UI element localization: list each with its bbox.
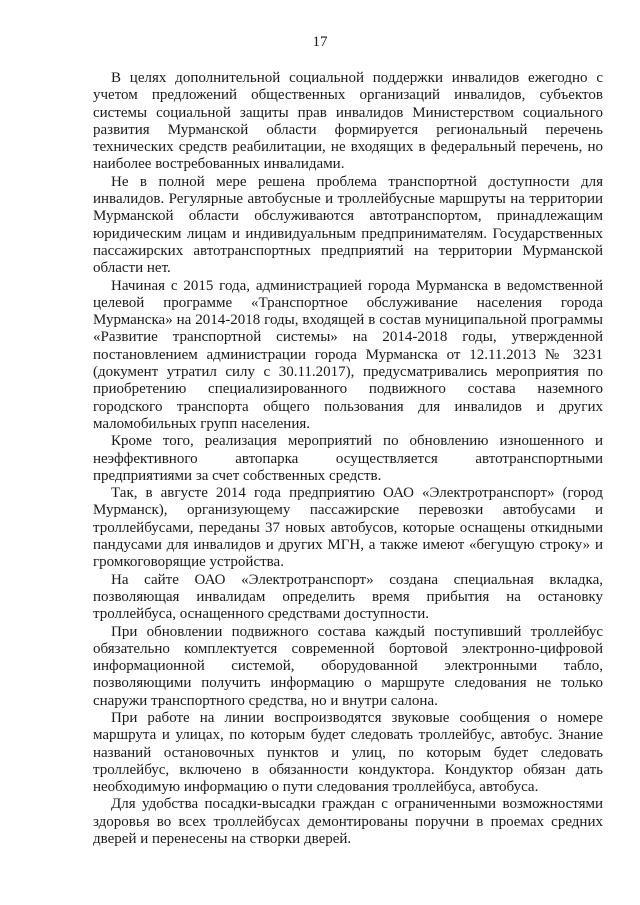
- page-number: 17: [312, 34, 328, 50]
- paragraph-audio-announcements: При работе на линии воспроизводятся звуковые сообщения о номере маршрута и улицах, по которым будет следовать троллейбус, автобус. Знание названий остановочных пунктов и улиц, по которым будет следовать троллейбус, включено в обязанности кондуктора. Кондуктор обязан дать необходимую информацию о пути следования троллейбуса, автобуса.: [93, 709, 603, 796]
- paragraph-info-system: При обновлении подвижного состава каждый поступивший троллейбус обязательно комплектуется современной бортовой электронно-цифровой информационной системой, оборудованной электронными табло, позволяющими получить информацию о маршруте следования не только снаружи транспортного средства, но и внутри салона.: [93, 623, 603, 709]
- paragraph-transport-access: Не в полной мере решена проблема транспортной доступности для инвалидов. Регулярные автобусные и троллейбусные маршруты на территории Мурманской области обслуживаются автотранспортом, принадлежащим юридическим лицам и индивидуальным предпринимателям. Государственных пассажирских автотранспортных предприятий на территории Мурманской области нет.: [93, 173, 603, 277]
- paragraph-website-tab: На сайте ОАО «Электротранспорт» создана специальная вкладка, позволяющая инвалидам определить время прибытия на остановку троллейбуса, оснащенного средствами доступности.: [93, 571, 603, 623]
- body-text: [93, 70, 603, 848]
- paragraph-fleet-renewal: Кроме того, реализация мероприятий по обновлению изношенного и неэффективного автопарка осуществляется автотранспортными предприятиями за счет собственных средств.: [93, 433, 603, 484]
- paragraph-new-buses: Так, в августе 2014 года предприятию ОАО «Электротранспорт» (город Мурманск), организующему пассажирские перевозки автобусами и троллейбусами, переданы 37 новых автобусов, которые оснащены откидными пандусами для инвалидов и других МГН, а также имеют «бегущую строку» и громкоговорящие устройства.: [93, 485, 603, 571]
- paragraph-tech-rehab: В целях дополнительной социальной поддержки инвалидов ежегодно с учетом предложений общественных организаций инвалидов, субъектов системы социальной защиты прав инвалидов Министерством социального развития Мурманской области формируется региональный перечень технических средств реабилитации, не входящих в федеральный перечень, но наиболее востребованных инвалидами.: [93, 70, 603, 173]
- paragraph-handrails: Для удобства посадки-высадки граждан с ограниченными возможностями здоровья во всех троллейбусах демонтированы поручни в проемах средних дверей и перенесены на створки дверей.: [93, 796, 603, 848]
- paragraph-murmansk-program: Начиная с 2015 года, администрацией города Мурманска в ведомственной целевой программе «Транспортное обслуживание населения города Мурманска» на 2014-2018 годы, входящей в состав муниципальной программы «Развитие транспортной системы» на 2014-2018 годы, утвержденной постановлением администрации города Мурманска от 12.11.2013 № 3231 (документ утратил силу с 30.11.2017), предусматривались мероприятия по приобретению специализированного подвижного состава наземного городского транспорта общего пользования для инвалидов и других маломобильных групп населения.: [93, 277, 603, 432]
